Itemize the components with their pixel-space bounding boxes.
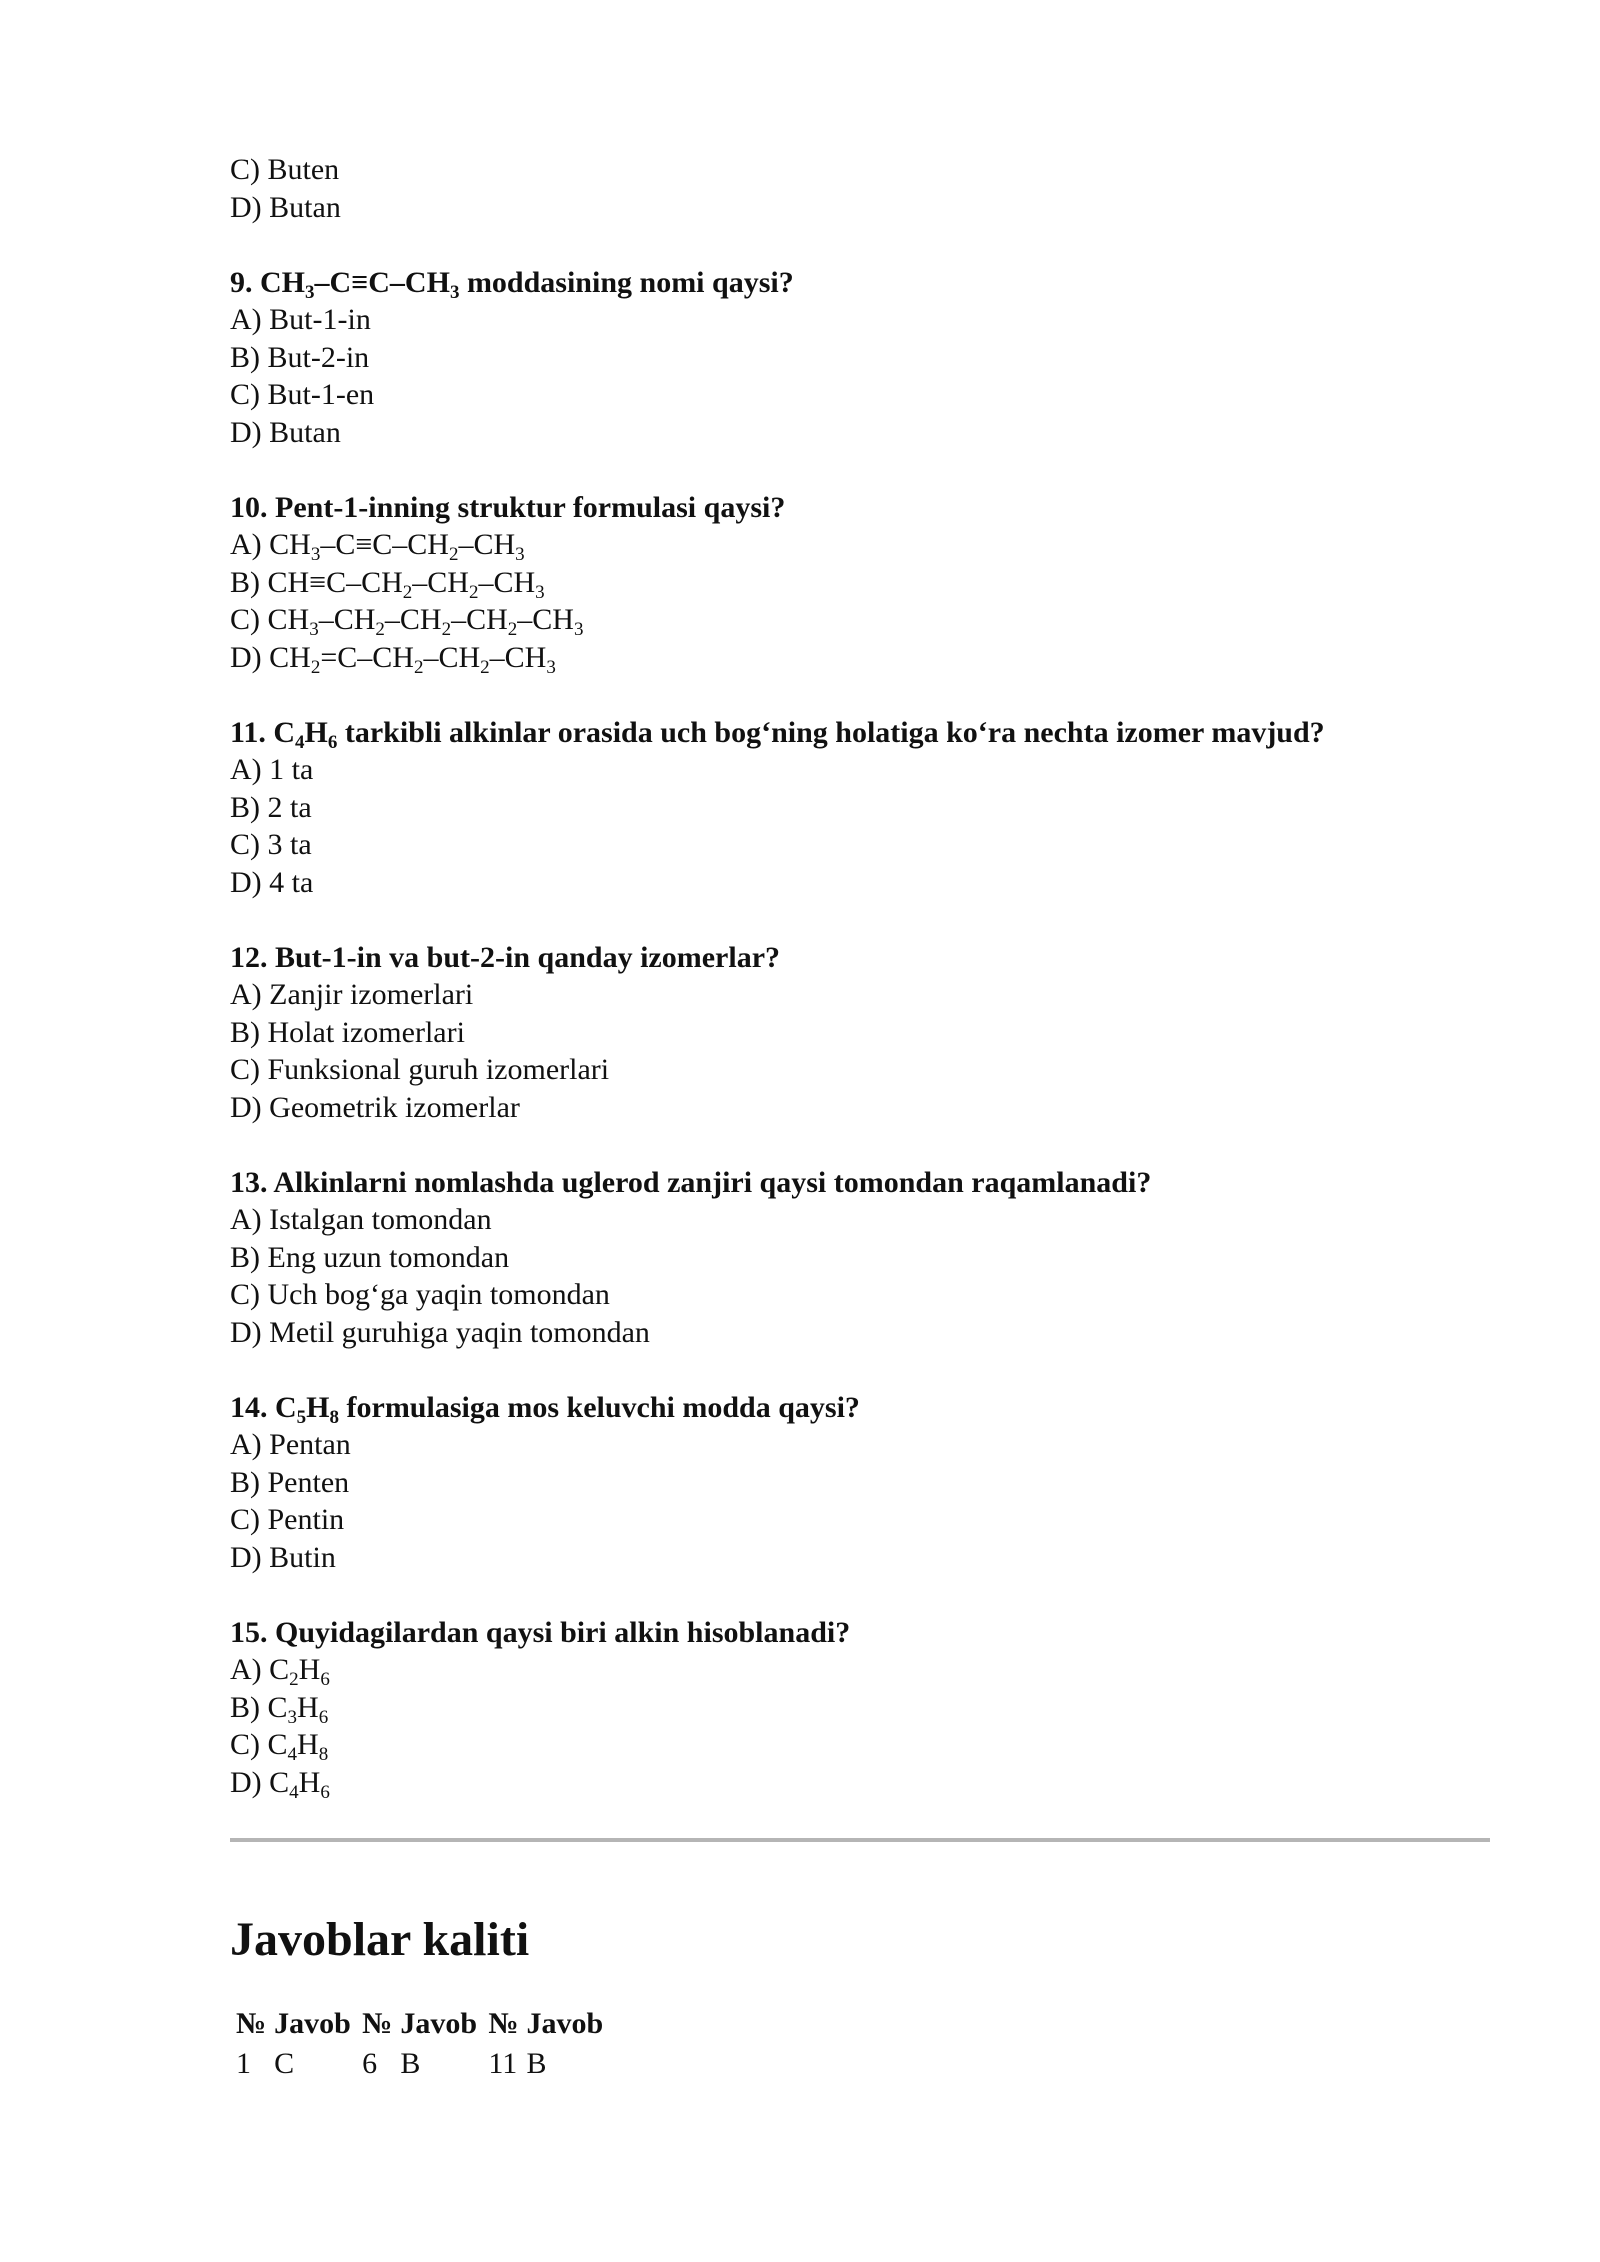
option-label: D) — [230, 1315, 262, 1349]
option-label: A) — [230, 1203, 262, 1236]
formula-subscript: 2 — [289, 1669, 299, 1690]
formula-text: CH — [267, 603, 310, 636]
formula-subscript: 2 — [448, 544, 459, 565]
answer-option — [230, 526, 1490, 564]
formula-subscript: 3 — [546, 656, 556, 678]
question-title — [230, 264, 1490, 302]
answer-option — [230, 1276, 1490, 1314]
option-text: Buten — [267, 153, 340, 186]
question-block — [230, 489, 1490, 677]
answer-option — [230, 1426, 1490, 1464]
option-label: B) — [230, 790, 260, 824]
answer-option — [230, 1464, 1490, 1502]
answer-value: B — [400, 2047, 421, 2080]
formula-text: H — [306, 1390, 330, 1424]
formula-text: –CH — [384, 603, 442, 636]
option-text: Zanjir izomerlari — [269, 978, 474, 1011]
document-page — [230, 151, 1490, 2084]
question-number: 15. — [230, 1615, 268, 1649]
formula-subscript: 4 — [295, 731, 305, 753]
answer-option — [230, 1201, 1490, 1239]
header-answer: Javob — [400, 2007, 477, 2040]
answer-option — [230, 976, 1490, 1014]
option-text: 2 ta — [267, 790, 312, 824]
formula-subscript: 6 — [320, 1669, 330, 1690]
answer-option — [230, 1051, 1490, 1089]
formula-text: H — [304, 715, 328, 749]
answer-key-header-row — [232, 2004, 610, 2044]
option-text: Funksional guruh izomerlari — [267, 1053, 610, 1086]
question-block — [230, 714, 1490, 902]
formula-subscript: 4 — [287, 1744, 298, 1765]
option-label: C) — [230, 828, 260, 861]
header-answer: Javob — [526, 2007, 604, 2040]
formula-subscript: 3 — [449, 281, 460, 303]
option-text: Penten — [267, 1465, 350, 1499]
option-text: Butin — [269, 1540, 336, 1574]
formula-text: CH≡C–CH — [267, 565, 403, 599]
answer-option — [230, 151, 1490, 189]
option-label: C) — [230, 603, 260, 636]
option-text: Butan — [269, 190, 341, 224]
option-label: C) — [230, 153, 260, 186]
question-number: 14. — [230, 1390, 268, 1424]
formula-text: –CH — [423, 640, 481, 674]
question-list — [230, 151, 1490, 1801]
question-text: Alkinlarni nomlashda uglerod zanjiri qaysi tomondan raqamlanadi? — [273, 1165, 1152, 1199]
formula-subscript: 4 — [289, 1781, 299, 1803]
formula-text: tarkibli alkinlar orasida uch bog‘ning holatiga ko‘ra nechta izomer mavjud? — [337, 715, 1325, 749]
answer-option — [230, 789, 1490, 827]
question-number: 9. — [230, 265, 253, 299]
question-block — [230, 1389, 1490, 1577]
option-label: A) — [230, 1653, 262, 1686]
option-text: Butan — [269, 415, 341, 449]
option-label: A) — [230, 978, 262, 1011]
question-spacer — [230, 226, 1490, 264]
formula-subscript: 3 — [305, 281, 315, 303]
option-label: B) — [230, 340, 260, 374]
question-spacer — [230, 1576, 1490, 1614]
formula-text: –CH — [458, 528, 516, 561]
formula-text: CH — [260, 265, 305, 299]
option-label: D) — [230, 1540, 262, 1574]
answer-option — [230, 1089, 1490, 1127]
formula-subscript: 2 — [507, 619, 518, 640]
formula-text: –CH — [478, 565, 536, 599]
formula-text: =C–CH — [320, 640, 414, 674]
formula-subscript: 3 — [287, 1706, 298, 1728]
option-text: But-1-en — [267, 378, 375, 411]
question-number: 12. — [230, 940, 268, 974]
option-label: B) — [230, 1465, 260, 1499]
question-number: 11. — [230, 715, 266, 749]
formula-subscript: 3 — [309, 619, 319, 640]
option-label: C) — [230, 1503, 260, 1536]
formula-subscript: 2 — [375, 619, 385, 640]
option-text: Eng uzun tomondan — [267, 1240, 510, 1274]
answer-option — [230, 376, 1490, 414]
option-label: D) — [230, 415, 262, 449]
formula-text: CH — [269, 528, 311, 561]
answer-option — [230, 301, 1490, 339]
option-text: 1 ta — [269, 753, 314, 786]
formula-text: moddasining nomi qaysi? — [459, 265, 794, 299]
answer-value: B — [526, 2047, 547, 2080]
question-block — [230, 151, 1490, 226]
question-spacer — [230, 676, 1490, 714]
option-label: A) — [230, 1428, 262, 1461]
option-label: B) — [230, 1015, 260, 1049]
option-label: D) — [230, 640, 262, 674]
question-title — [230, 1164, 1490, 1202]
question-text: Pent-1-inning struktur formulasi qaysi? — [275, 490, 786, 524]
answer-option — [230, 1014, 1490, 1052]
question-spacer — [230, 901, 1490, 939]
formula-subscript: 8 — [329, 1406, 340, 1428]
option-label: C) — [230, 378, 260, 411]
option-label: B) — [230, 1690, 260, 1724]
horizontal-rule — [230, 1838, 1490, 1842]
option-text: 4 ta — [269, 865, 314, 899]
option-label: D) — [230, 1765, 262, 1799]
formula-text: C — [269, 1653, 290, 1686]
question-spacer — [230, 1351, 1490, 1389]
option-label: A) — [230, 528, 262, 561]
answer-option — [230, 189, 1490, 227]
formula-text: C — [275, 1390, 297, 1424]
formula-subscript: 5 — [296, 1406, 307, 1428]
answer-key-heading: Javoblar kaliti — [230, 1913, 530, 1966]
question-title — [230, 714, 1490, 752]
formula-text: C — [267, 1690, 288, 1724]
answer-option — [230, 751, 1490, 789]
option-text: Pentan — [269, 1428, 351, 1461]
option-label: D) — [230, 865, 262, 899]
formula-text: formulasiga mos keluvchi modda qaysi? — [339, 1390, 860, 1424]
answer-number: 11 — [488, 2047, 518, 2080]
question-block — [230, 1614, 1490, 1802]
formula-subscript: 3 — [535, 581, 545, 603]
formula-text: C — [269, 1765, 290, 1799]
formula-text: –CH — [451, 603, 508, 636]
option-label: D) — [230, 1090, 262, 1124]
answer-option — [230, 1539, 1490, 1577]
answer-key-row — [232, 2044, 610, 2084]
answer-value: C — [274, 2047, 295, 2080]
formula-text: –CH — [517, 603, 574, 636]
answer-option — [230, 864, 1490, 902]
header-number: № — [488, 2007, 519, 2040]
formula-text: H — [297, 1728, 319, 1761]
option-text: Uch bog‘ga yaqin tomondan — [267, 1278, 610, 1311]
option-text: But-1-in — [269, 303, 371, 336]
answer-key-table — [232, 2004, 610, 2084]
formula-subscript: 6 — [320, 1781, 330, 1803]
answer-number: 1 — [236, 2047, 251, 2080]
option-label: D) — [230, 190, 262, 224]
question-title — [230, 489, 1490, 527]
formula-subscript: 8 — [318, 1744, 329, 1765]
question-spacer — [230, 451, 1490, 489]
formula-subscript: 3 — [573, 619, 584, 640]
question-text: But-1-in va but-2-in qanday izomerlar? — [275, 940, 781, 974]
option-text: 3 ta — [267, 828, 312, 861]
question-title — [230, 1614, 1490, 1652]
option-text: Geometrik izomerlar — [269, 1090, 520, 1124]
answer-option — [230, 1501, 1490, 1539]
answer-option — [230, 339, 1490, 377]
header-number: № — [236, 2007, 267, 2040]
question-text: Quyidagilardan qaysi biri alkin hisoblanadi? — [275, 1615, 851, 1649]
formula-subscript: 6 — [318, 1706, 329, 1728]
formula-subscript: 6 — [327, 731, 338, 753]
answer-number: 6 — [362, 2047, 378, 2080]
formula-subscript: 2 — [468, 581, 479, 603]
formula-text: C — [273, 715, 296, 749]
formula-subscript: 3 — [515, 544, 525, 565]
formula-text: H — [297, 1690, 319, 1724]
answer-option — [230, 639, 1490, 677]
option-label: C) — [230, 1278, 260, 1311]
answer-option — [230, 414, 1490, 452]
answer-option — [230, 826, 1490, 864]
question-block — [230, 1164, 1490, 1352]
question-title — [230, 1389, 1490, 1427]
formula-text: –CH — [412, 565, 469, 599]
option-text: Istalgan tomondan — [269, 1203, 492, 1236]
formula-text: –C≡C–CH — [320, 528, 449, 561]
answer-option — [230, 1689, 1490, 1727]
question-block — [230, 939, 1490, 1127]
answer-option — [230, 564, 1490, 602]
formula-text: C — [267, 1728, 288, 1761]
answer-option — [230, 601, 1490, 639]
question-number: 10. — [230, 490, 268, 524]
option-label: C) — [230, 1728, 260, 1761]
option-label: C) — [230, 1053, 260, 1086]
formula-subscript: 3 — [310, 544, 321, 565]
option-label: B) — [230, 1240, 260, 1274]
header-number: № — [362, 2007, 393, 2040]
formula-subscript: 2 — [310, 656, 321, 678]
question-spacer — [230, 1126, 1490, 1164]
answer-option — [230, 1726, 1490, 1764]
question-block — [230, 264, 1490, 452]
formula-subscript: 2 — [413, 656, 424, 678]
option-label: B) — [230, 565, 260, 599]
formula-text: –C≡C–CH — [314, 265, 450, 299]
formula-text: –CH — [318, 603, 376, 636]
option-text: Holat izomerlari — [267, 1015, 465, 1049]
formula-subscript: 2 — [441, 619, 452, 640]
option-text: But-2-in — [267, 340, 370, 374]
answer-option — [230, 1314, 1490, 1352]
option-label: A) — [230, 753, 262, 786]
formula-text: –CH — [489, 640, 547, 674]
formula-subscript: 2 — [402, 581, 413, 603]
formula-text: H — [298, 1653, 321, 1686]
answer-option — [230, 1651, 1490, 1689]
option-text: Pentin — [267, 1503, 345, 1536]
question-title — [230, 939, 1490, 977]
formula-text: CH — [269, 640, 311, 674]
option-label: A) — [230, 303, 262, 336]
answer-option — [230, 1239, 1490, 1277]
answer-option — [230, 1764, 1490, 1802]
header-answer: Javob — [274, 2007, 351, 2040]
question-number: 13. — [230, 1165, 268, 1199]
option-text: Metil guruhiga yaqin tomondan — [269, 1315, 650, 1349]
formula-subscript: 2 — [480, 656, 490, 678]
formula-text: H — [298, 1765, 321, 1799]
